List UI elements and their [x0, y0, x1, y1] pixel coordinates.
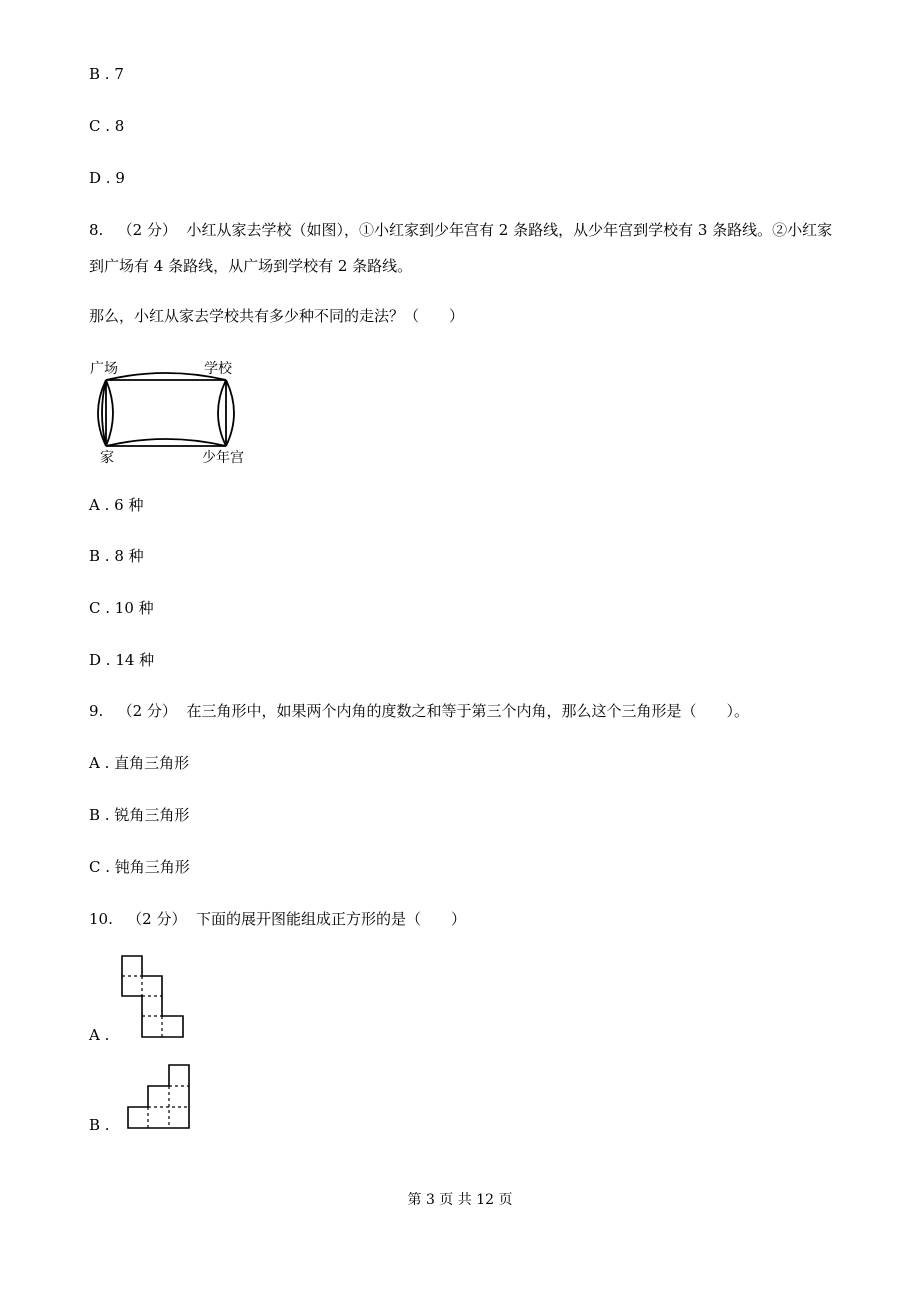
route-palace-school-3	[226, 380, 234, 446]
q8-number: 8.	[89, 221, 104, 239]
q8-stem-line3: 那么，小红从家去学校共有多少种不同的走法？（ ）	[89, 307, 465, 325]
q8-option-a: A . 6 种	[89, 496, 144, 514]
q8-score: （2 分）	[117, 221, 177, 239]
q9-option-a: A . 直角三角形	[89, 754, 190, 772]
q8-text-line1: 小红从家去学校（如图），①小红家到少年宫有 2 条路线，从少年宫到学校有 3 条路线。②小红家	[186, 221, 833, 239]
q7-option-d: D . 9	[89, 169, 125, 187]
q9-option-b: B . 锐角三角形	[89, 806, 190, 824]
q9-number: 9.	[89, 702, 104, 720]
label-plaza: 广场	[90, 361, 118, 377]
q9-stem	[89, 701, 749, 721]
q10-score: （2 分）	[127, 910, 187, 928]
q7-option-c: C . 8	[89, 117, 125, 135]
q8-option-b: B . 8 种	[89, 547, 144, 565]
q9-text: 在三角形中，如果两个内角的度数之和等于第三个内角，那么这个三角形是（ ）。	[186, 702, 749, 720]
q9-score: （2 分）	[117, 702, 177, 720]
q10-option-b: B .	[89, 1116, 110, 1134]
q8-stem-line1	[89, 220, 832, 240]
route-home-plaza-3	[106, 380, 113, 446]
q10-text: 下面的展开图能组成正方形的是（ ）	[196, 910, 467, 928]
page-footer: 第 3 页 共 12 页	[407, 1192, 513, 1208]
label-school: 学校	[204, 361, 232, 377]
q10-stem	[89, 909, 466, 929]
label-home: 家	[100, 450, 114, 466]
q8-option-d: D . 14 种	[89, 651, 155, 669]
route-home-palace-2	[106, 439, 226, 446]
q10-net-a	[121, 955, 187, 1041]
q10-net-b	[127, 1064, 193, 1132]
label-youth-palace: 少年宫	[202, 450, 244, 466]
q7-option-b: B . 7	[89, 65, 124, 83]
q10-number: 10.	[89, 910, 113, 928]
q10-option-a: A .	[89, 1026, 110, 1044]
q8-option-c: C . 10 种	[89, 599, 154, 617]
route-palace-school-2	[218, 380, 226, 446]
q8-stem-line2: 到广场有 4 条路线，从广场到学校有 2 条路线。	[89, 257, 413, 275]
q8-route-diagram	[86, 356, 260, 468]
q9-option-c: C . 钝角三角形	[89, 858, 190, 876]
